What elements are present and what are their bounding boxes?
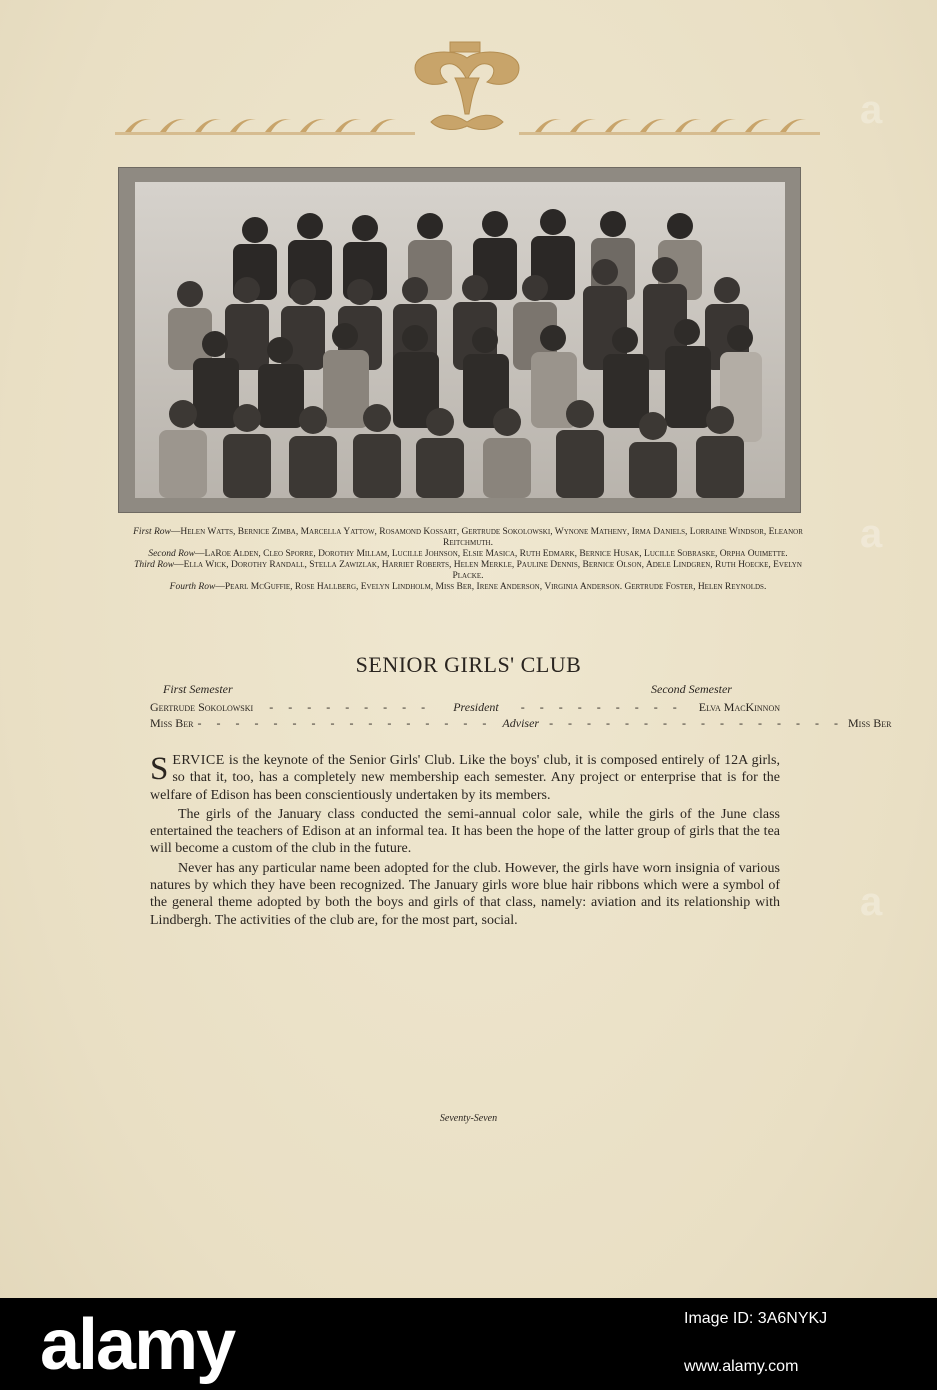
first-semester-officer: Gertrude Sokolowski bbox=[150, 700, 254, 714]
leader-dashes: - - - - - - - - - bbox=[520, 700, 683, 714]
leader-dashes: - - - - - - - - - bbox=[269, 700, 432, 714]
officer-role: Adviser bbox=[502, 716, 540, 730]
image-id: Image ID: 3A6NYKJ bbox=[684, 1310, 828, 1327]
officer-row-adviser bbox=[150, 716, 892, 731]
caption-row: First Row—Helen Watts, Bernice Zimba, Marcella Yattow, Rosamond Kossart, Gertrude Sokolowski, Wynone Matheny, Irma Daniels, Lorraine Windsor, Eleanor Reitchmuth. bbox=[133, 527, 803, 548]
watermark: a bbox=[860, 880, 883, 924]
caption-row: Second Row—LaRoe Alden, Cleo Sporre, Dorothy Millam, Lucille Johnson, Elsie Masica, Ruth Edmark, Bernice Husak, Lucille Sobraske, Orpha Ouimette. bbox=[148, 549, 788, 559]
photo-caption bbox=[118, 527, 818, 593]
first-semester-officer: Miss Ber bbox=[150, 716, 194, 730]
paragraph: The girls of the January class conducted the semi-annual color sale, while the girls of the June class entertained the teachers of Edison at an informal tea. It has been the hope of the latter group of girls that the tea will become a custom of the club in the future. bbox=[150, 806, 780, 857]
watermark: a bbox=[860, 512, 883, 556]
group-photograph bbox=[135, 182, 785, 498]
first-semester-label: First Semester bbox=[163, 682, 233, 696]
alamy-logo: alamy bbox=[40, 1305, 235, 1385]
page-number: Seventy-Seven bbox=[439, 1113, 498, 1124]
page-title: SENIOR GIRLS' CLUB bbox=[355, 652, 582, 677]
paragraph: SERVICE is the keynote of the Senior Girls' Club. Like the boys' club, it is composed entirely of 12A girls, so that it, too, has a completely new membership each semester. Any project or enterprise that is for the welfare of Edison has been conscientiously undertaken by its members. bbox=[150, 751, 780, 803]
second-semester-label: Second Semester bbox=[651, 682, 732, 696]
second-semester-officer: Elva MacKinnon bbox=[698, 700, 780, 714]
site-url: www.alamy.com bbox=[684, 1358, 799, 1375]
decorative-ornament bbox=[115, 40, 820, 140]
officer-role: President bbox=[453, 700, 499, 714]
leader-dashes: - - - - - - - - - - - - - - - - bbox=[549, 716, 844, 730]
caption-row: Fourth Row—Pearl McGuffie, Rose Hallberg, Evelyn Lindholm, Miss Ber, Irene Anderson, Virginia Anderson. Gertrude Foster, Helen Reynolds. bbox=[169, 582, 767, 592]
stock-footer bbox=[0, 1298, 937, 1390]
lead-word: ERVICE bbox=[172, 753, 225, 768]
leader-dashes: - - - - - - - - - - - - - - - - bbox=[197, 716, 493, 730]
officer-row-president bbox=[150, 700, 780, 715]
drop-cap: S bbox=[150, 751, 169, 787]
watermark: a bbox=[860, 88, 883, 132]
article-body bbox=[150, 752, 780, 931]
paragraph: Never has any particular name been adopted for the club. However, the girls have worn insignia of various natures by which they have been recognized. The January girls wore blue hair ribbons which were a symbol of the general theme adopted by both the boys and girls of that class, namely: aviation and its relationship with Lindbergh. The activities of the club are, for the most part, social. bbox=[150, 860, 780, 928]
second-semester-officer: Miss Ber bbox=[848, 716, 892, 730]
caption-row: Third Row—Ella Wick, Dorothy Randall, Stella Zawizlak, Harriet Roberts, Helen Merkle, Pauline Dennis, Bernice Olson, Adele Lindgren, Ruth Hoecke, Evelyn Placke. bbox=[134, 560, 802, 581]
